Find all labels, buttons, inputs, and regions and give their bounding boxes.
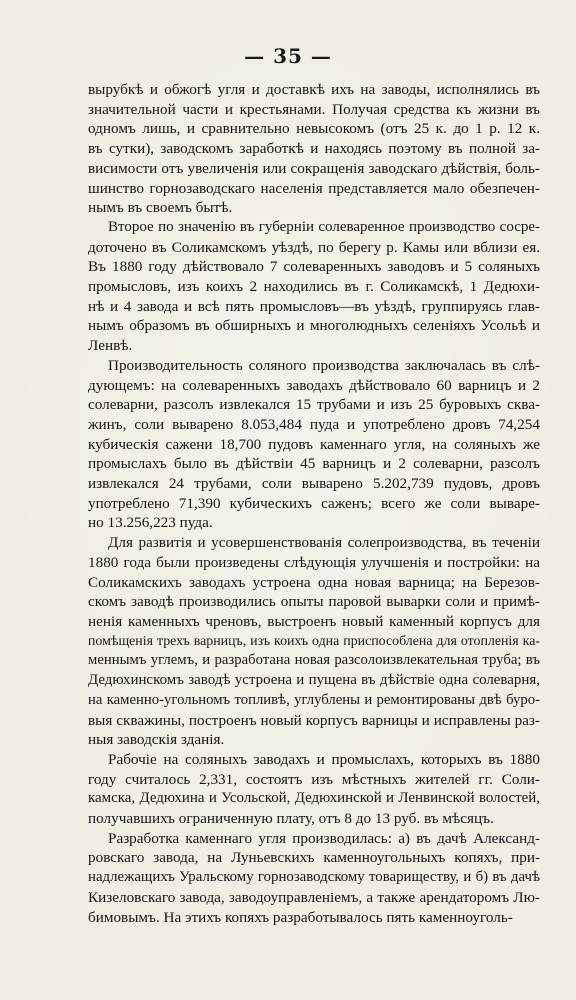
text-line: бимовымъ. На этихъ копяхъ разработывалось пять каменноуголь- (88, 908, 513, 926)
text-line: висимости отъ увеличенія или сокращенія заводскаго дѣйствія, боль- (88, 159, 540, 177)
text-line: на каменно-угольномъ топливѣ, углублены и ремонтированы двѣ буро- (88, 691, 540, 708)
paragraph (88, 356, 540, 533)
text-line: кубическія сажени 18,700 пудовъ каменнаго угля, на соляныхъ же (88, 435, 540, 453)
paragraph (88, 750, 540, 829)
paragraph (88, 80, 540, 218)
paragraph (88, 218, 540, 356)
text-line: нымъ образомъ въ обширныхъ и многолюдныхъ селеніяхъ Усольѣ и (88, 317, 540, 335)
text-line: 1880 года были произведены слѣдующія улучшенія и постройки: на (88, 553, 540, 571)
paragraph (88, 533, 540, 750)
text-line: Кизеловскаго завода, заводоуправленіемъ, а также арендаторомъ Лю- (88, 888, 540, 906)
paragraph (88, 829, 540, 928)
text-line: но 13.256,223 пуда. (88, 514, 213, 532)
text-line: году считалось 2,331, состоятъ изъ мѣстныхъ жителей гг. Соли- (88, 770, 540, 788)
text-line: солеварни, разсолъ извлекался 15 трубами и изъ 25 буровыхъ сква- (88, 396, 540, 414)
text-line: нѣ и 4 завода и всѣ пять промысловъ—въ уѣздѣ, группируясь глав- (88, 297, 540, 315)
text-line: меннымъ углемъ, и разработана новая разсолоизвлекательная труба; въ (88, 652, 540, 669)
text-line: Разработка каменнаго угля производилась: а) въ дачѣ Александ- (108, 829, 540, 847)
text-line: Для развитія и усовершенствованія солепроизводства, въ теченіи (108, 534, 540, 552)
text-line: шинство горнозаводскаго населенія представляется мало обезпечен- (88, 179, 540, 197)
text-line: употреблено 71,390 кубическихъ саженъ; всего же соли выварe- (88, 494, 540, 512)
text-line: вырубкѣ и обжогѣ угля и доставкѣ ихъ на заводы, исполнялись въ (88, 81, 540, 98)
page-number: — 35 — (244, 44, 332, 68)
text-line: промысловъ, изъ коихъ 2 находились въ г. Соликамскѣ, 1 Дедюхи- (88, 278, 540, 296)
text-line: значительной части и крестьянами. Получая средства къ жизни въ (88, 100, 540, 118)
text-line: надлежащихъ Уральскому горнозаводскому товариществу, и б) въ дачѣ (88, 869, 540, 886)
text-line: извлекался 24 трубами, соли выварено 5.202,739 пудовъ, дровъ (88, 475, 540, 493)
text-line: нымъ въ своемъ бытѣ. (88, 199, 233, 217)
text-line: доточено въ Соликамскомъ уѣздѣ, по берегу р. Камы или вблизи ея. (88, 238, 540, 256)
text-line: камска, Дедюхина и Усольской, Дедюхинской и Ленвинской волостей, (88, 790, 540, 807)
text-line: одномъ лишь, и сравнительно невысокомъ (отъ 25 к. до 1 р. 12 к. (88, 120, 540, 138)
text-line: дующемъ: на солеваренныхъ заводахъ дѣйствовало 60 варницъ и 2 (88, 376, 540, 394)
text-line: Дедюхинскомъ заводѣ устроена и пущена въ дѣйствіе одна солеварня, (88, 672, 540, 689)
text-line: Соликамскихъ заводахъ устроена одна новая варница; на Березов- (88, 573, 540, 591)
text-line: ровскаго завода, на Луньевскихъ каменноугольныхъ копяхъ, при- (88, 849, 540, 867)
text-line: Ленвѣ. (88, 337, 133, 355)
text-line: Рабочіе на соляныхъ заводахъ и промыслахъ, которыхъ въ 1880 (108, 750, 540, 768)
text-line: получавшихъ ограниченную плату, отъ 8 до 13 руб. въ мѣсяцъ. (88, 810, 494, 828)
text-line: ненія каменныхъ чреновъ, выстроенъ новый каменный корпусъ для (88, 612, 540, 630)
text-line: ныя заводскія зданія. (88, 731, 225, 749)
text-line: скомъ заводѣ производились опыты паровой выварки соли и примѣ- (88, 593, 540, 611)
text-line: въ сутки), заводскомъ заработкѣ и находясь поэтому въ полной за- (88, 140, 540, 158)
text-line: помѣщенія трехъ варницъ, изъ коихъ одна приспособлена для отопленія ка- (88, 633, 540, 649)
text-line: Второе по значенію въ губерніи солеваренное производство сосре- (108, 218, 540, 235)
text-line: Производительность соляного производства заключалась въ слѣ- (108, 356, 540, 374)
text-line: выя скважины, построенъ новый корпусъ варницы и исправлены раз- (88, 711, 540, 729)
text-line: жинъ, соли выварено 8.053,484 пуда и употреблено дровъ 74,254 (88, 415, 540, 433)
body-text (88, 80, 540, 927)
text-line: промыслахъ было въ дѣйствіи 45 варницъ и 2 солеварни, разсолъ (88, 455, 540, 473)
text-line: Въ 1880 году дѣйствовало 7 солеваренныхъ заводовъ и 5 соляныхъ (88, 258, 540, 276)
